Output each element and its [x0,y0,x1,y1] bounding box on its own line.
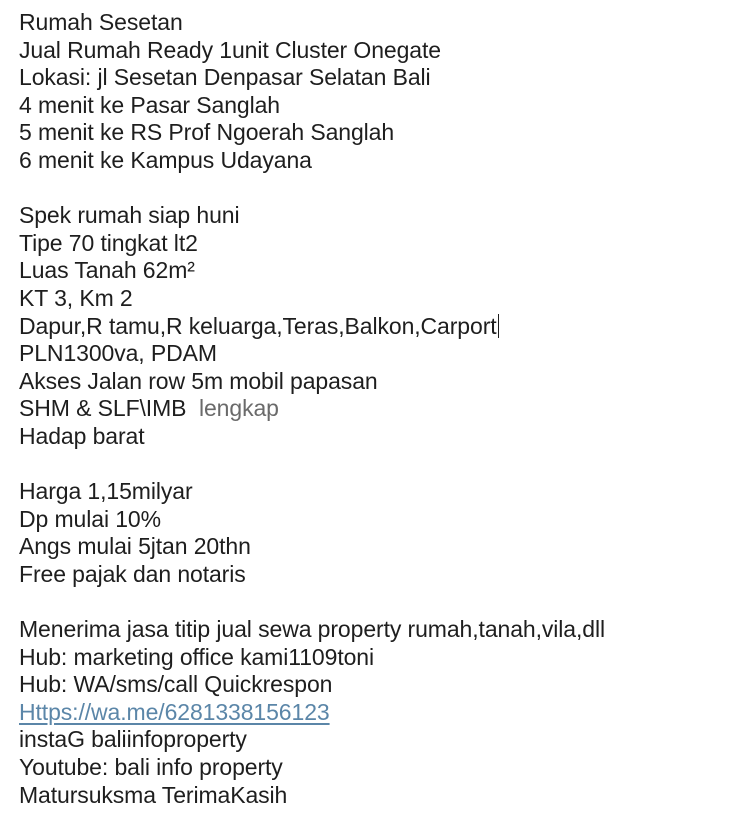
specs-certificate-line [19,395,739,423]
whatsapp-link[interactable]: Https://wa.me/6281338156123 [19,698,330,725]
paragraph-gap [19,588,739,616]
specs-title: Spek rumah siap huni [19,202,240,229]
text-caret [498,314,499,338]
pricing-installment: Angs mulai 5jtan 20thn [19,533,251,560]
listing-headline: Jual Rumah Ready 1unit Cluster Onegate [19,36,441,63]
contact-instagram: instaG baliinfoproperty [19,726,247,753]
contact-channels: Hub: WA/sms/call Quickrespon [19,671,333,698]
listing-post [19,9,739,809]
specs-certificate-status: lengkap [198,395,279,422]
specs-rooms: KT 3, Km 2 [19,284,133,311]
specs-facilities-line [19,313,739,341]
contact-services: Menerima jasa titip jual sewa property rumah,tanah,vila,dll [19,616,605,643]
specs-facilities: Dapur,R tamu,R keluarga,Teras,Balkon,Carport [19,312,497,339]
distance-pasar: 4 menit ke Pasar Sanglah [19,91,280,118]
pricing-down-payment: Dp mulai 10% [19,505,161,532]
contact-office: Hub: marketing office kami1109toni [19,643,374,670]
specs-facing: Hadap barat [19,422,145,449]
paragraph-gap [19,175,739,203]
contact-whatsapp-line [19,699,739,727]
specs-type: Tipe 70 tingkat lt2 [19,229,198,256]
contact-youtube: Youtube: bali info property [19,754,283,781]
listing-location: Lokasi: jl Sesetan Denpasar Selatan Bali [19,64,431,91]
pricing-extras: Free pajak dan notaris [19,560,246,587]
pricing-price: Harga 1,15milyar [19,478,193,505]
specs-road-access: Akses Jalan row 5m mobil papasan [19,367,378,394]
specs-land-area: Luas Tanah 62m² [19,257,195,284]
distance-hospital: 5 menit ke RS Prof Ngoerah Sanglah [19,119,395,146]
distance-campus: 6 menit ke Kampus Udayana [19,146,312,173]
listing-title: Rumah Sesetan [19,9,183,35]
contact-closing: Matursuksma TerimaKasih [19,781,288,808]
paragraph-gap [19,451,739,479]
specs-utilities: PLN1300va, PDAM [19,340,217,367]
specs-certificate: SHM & SLF\IMB [19,395,199,422]
